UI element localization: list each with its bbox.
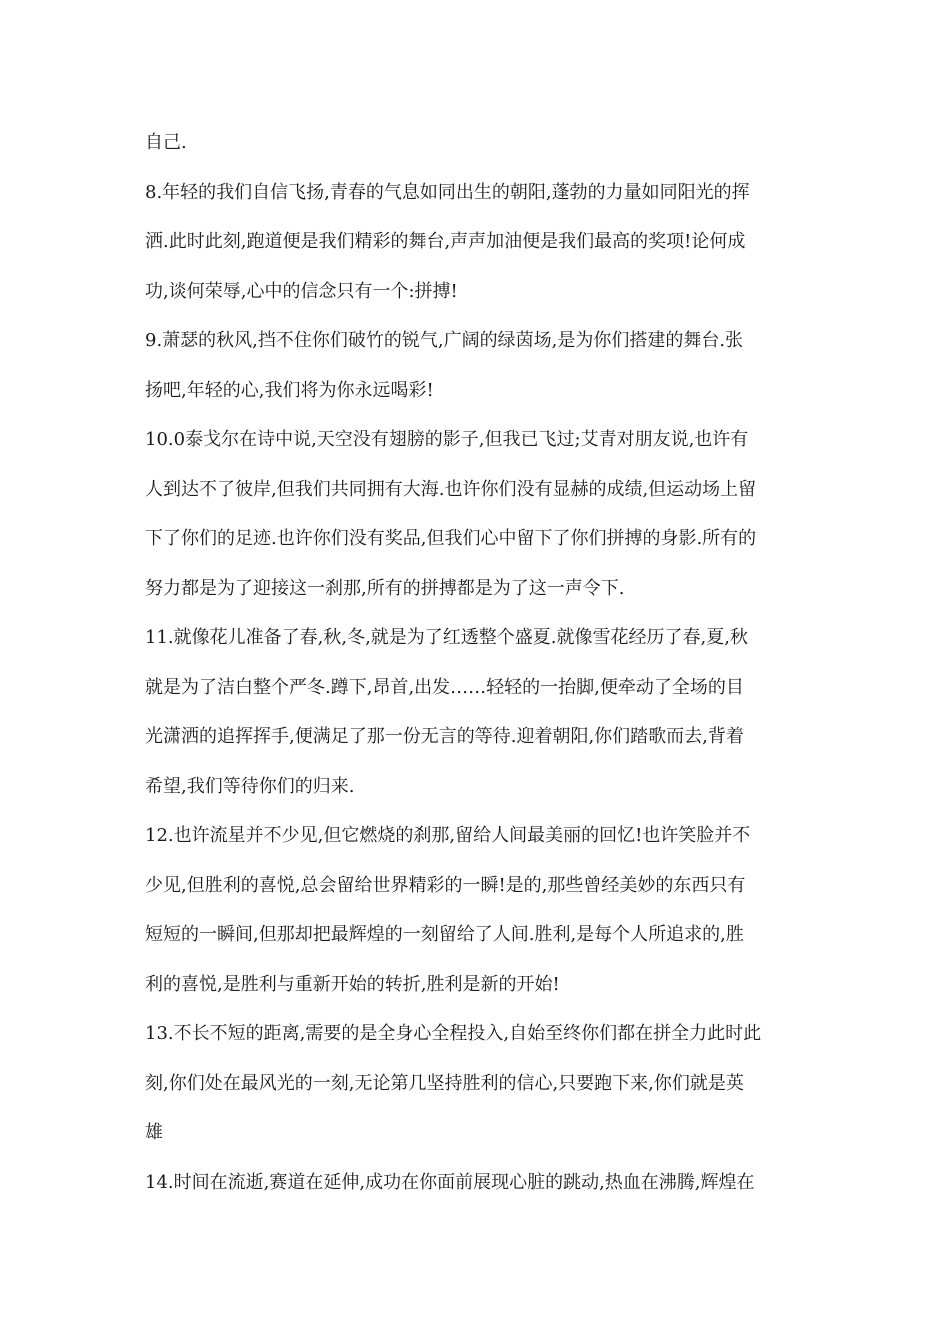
paragraph-14 <box>145 1158 810 1208</box>
document-body <box>145 118 810 1207</box>
paragraph-8 <box>145 168 810 317</box>
text-line: 11.就像花儿准备了春,秋,冬,就是为了红透整个盛夏.就像雪花经历了春,夏,秋 <box>145 627 748 648</box>
text-line: 12.也许流星并不少见,但它燃烧的刹那,留给人间最美丽的回忆!也许笑脸并不 <box>145 825 751 846</box>
text-line: 13.不长不短的距离,需要的是全身心全程投入,自始至终你们都在拼全力此时此 <box>145 1023 762 1044</box>
text-line: 刻,你们处在最风光的一刻,无论第几坚持胜利的信心,只要跑下来,你们就是英 <box>145 1072 744 1094</box>
text-line: 努力都是为了迎接这一刹那,所有的拼搏都是为了这一声令下. <box>145 577 625 599</box>
text-line: 下了你们的足迹.也许你们没有奖品,但我们心中留下了你们拼搏的身影.所有的 <box>145 528 757 549</box>
paragraph-9 <box>145 316 810 415</box>
text-line: 8.年轻的我们自信飞扬,青春的气息如同出生的朝阳,蓬勃的力量如同阳光的挥 <box>145 181 750 203</box>
text-line: 光潇洒的追挥挥手,便满足了那一份无言的等待.迎着朝阳,你们踏歌而去,背着 <box>145 726 744 747</box>
text-line: 14.时间在流逝,赛道在延伸,成功在你面前展现心脏的跳动,热血在沸腾,辉煌在 <box>145 1171 755 1193</box>
paragraph-12 <box>145 811 810 1009</box>
paragraph-13 <box>145 1009 810 1158</box>
text-line: 洒.此时此刻,跑道便是我们精彩的舞台,声声加油便是我们最高的奖项!论何成 <box>145 231 746 252</box>
text-line: 雄 <box>145 1122 163 1143</box>
paragraph-11 <box>145 613 810 811</box>
text-line: 自己. <box>145 132 187 153</box>
text-line: 10.0泰戈尔在诗中说,天空没有翅膀的影子,但我已飞过;艾青对朋友说,也许有 <box>145 429 749 450</box>
text-line: 短短的一瞬间,但那却把最辉煌的一刻留给了人间.胜利,是每个人所追求的,胜 <box>145 924 744 945</box>
text-line: 就是为了洁白整个严冬.蹲下,昂首,出发……轻轻的一抬脚,便牵动了全场的目 <box>145 676 744 698</box>
paragraph-10 <box>145 415 810 613</box>
text-line: 希望,我们等待你们的归来. <box>145 775 355 797</box>
text-line: 利的喜悦,是胜利与重新开始的转折,胜利是新的开始! <box>145 973 560 995</box>
text-line: 人到达不了彼岸,但我们共同拥有大海.也许你们没有显赫的成绩,但运动场上留 <box>145 478 757 500</box>
text-line: 9.萧瑟的秋风,挡不住你们破竹的锐气,广阔的绿茵场,是为你们搭建的舞台.张 <box>145 330 744 351</box>
text-line: 少见,但胜利的喜悦,总会留给世界精彩的一瞬!是的,那些曾经美妙的东西只有 <box>145 874 746 896</box>
paragraph-7-end <box>145 118 810 168</box>
text-line: 功,谈何荣辱,心中的信念只有一个:拼搏! <box>145 280 458 302</box>
text-line: 扬吧,年轻的心,我们将为你永远喝彩! <box>145 379 434 401</box>
